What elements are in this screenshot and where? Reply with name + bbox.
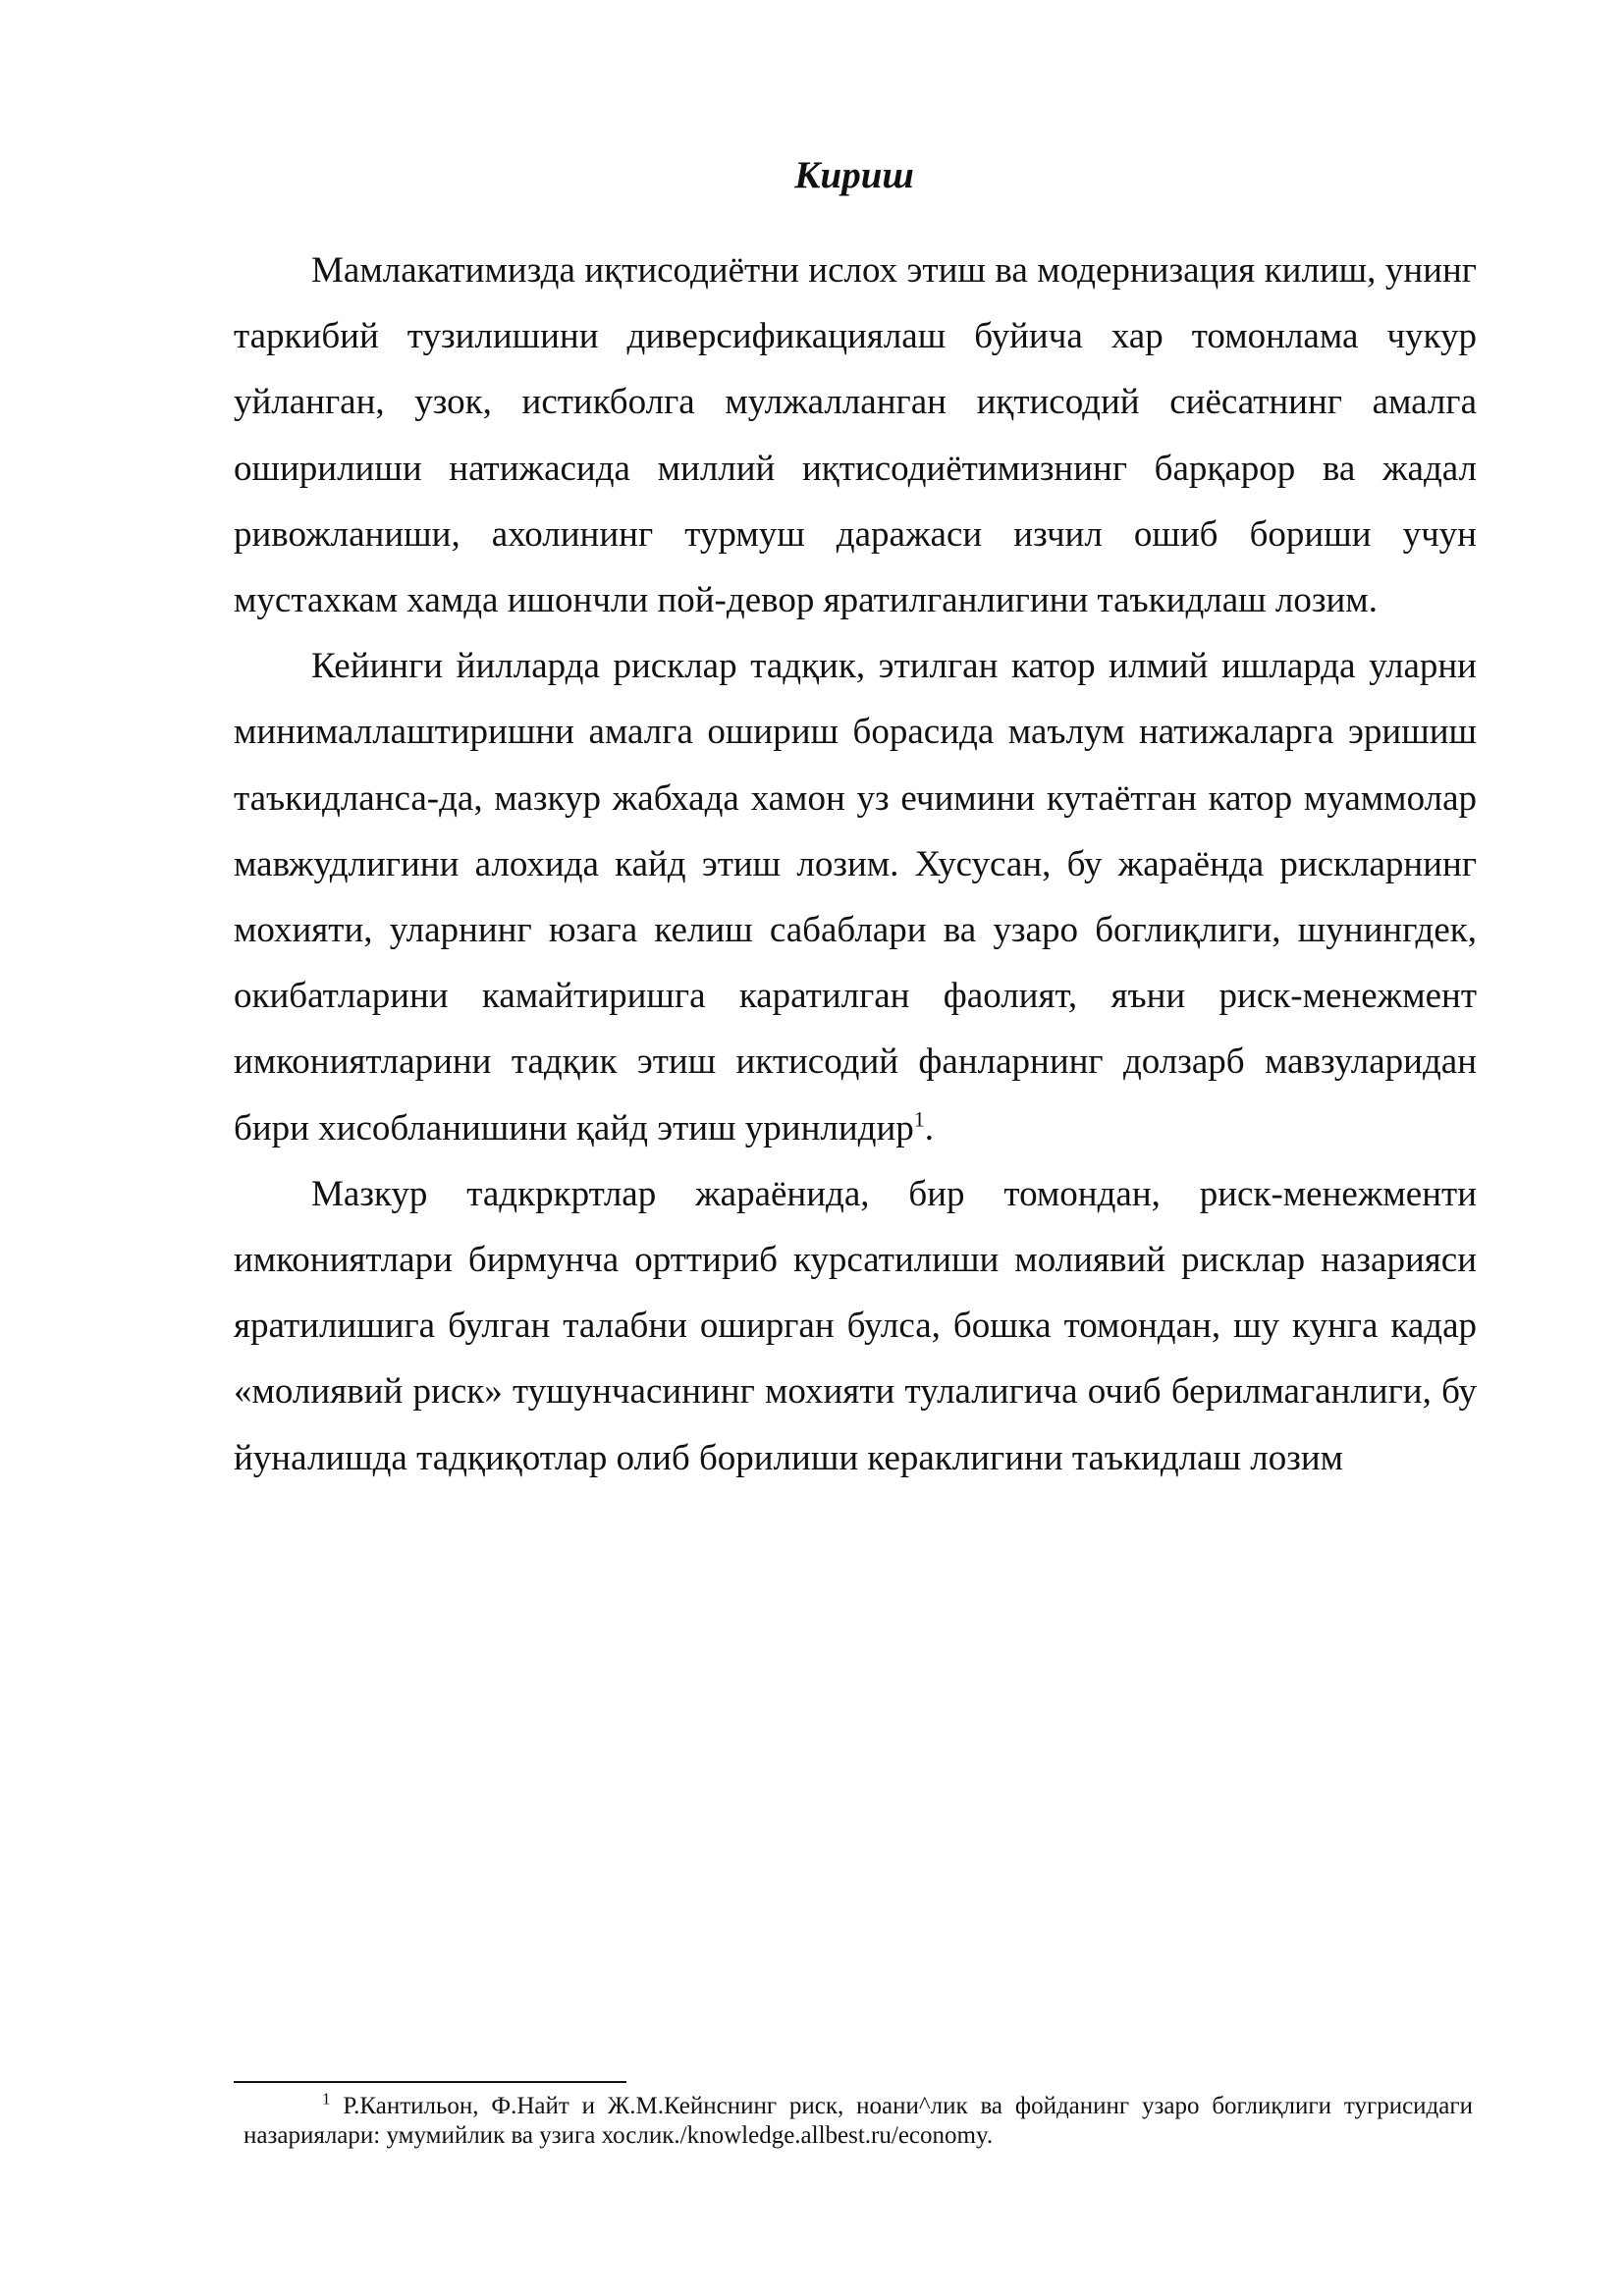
page-title: Кириш (794, 154, 914, 196)
paragraph (234, 1161, 1477, 1491)
footnote-reference: 1 (913, 1106, 925, 1132)
footnote-number: 1 (322, 2089, 331, 2109)
paragraph (234, 238, 1477, 633)
footnote-text: Р.Кантильон, Ф.Найт и Ж.М.Кейнснинг риск, ноани^лик ва фойданинг узаро боглиқлиги тугрисидаги назариялари: умумийлик ва узига хослик./knowledge.allbest.ru/economy. (244, 2093, 1474, 2149)
paragraph-end: . (924, 1107, 935, 1148)
paragraph-text: Мамлакатимизда иқтисодиётни ислох этиш ва модернизация килиш, унинг таркибий тузилишини диверсификациялаш буйича хар томонлама чукур уйланган, узок, истикболга мулжалланган иқтисодий сиёсатнинг амалга оширилиши натижасида миллий иқтисодиётимизнинг барқарор ва жадал ривожланиши, ахолининг турмуш даражаси изчил ошиб бориши учун мустахкам хамда ишончли пой-девор яратилганлигини таъкидлаш лозим. (234, 250, 1477, 621)
body-text (234, 238, 1477, 1491)
footnote-separator (234, 2081, 626, 2083)
footnote (244, 2089, 1474, 2151)
paragraph (234, 633, 1477, 1161)
paragraph-text: Мазкур тадкркртлар жараёнида, бир томондан, риск-менежменти имкониятлари бирмунча орттириб курсатилиши молиявий рисклар назарияси яратилишига булган талабни оширган булса, бошка томондан, шу кунга кадар «молиявий риск» тушунчасининг мохияти тулалигича очиб берилмаганлиги, бу йуналишда тадқиқотлар олиб борилиши кераклигини таъкидлаш лозим (234, 1173, 1477, 1478)
paragraph-text: Кейинги йилларда рисклар тадқик, этилган катор илмий ишларда уларни минималлаштиришни амалга ошириш борасида маълум натижаларга эришиш таъкидланса-да, мазкур жабхада хамон уз ечимини кутаётган катор муаммолар мавжудлигини алохида кайд этиш лозим. Хусусан, бу жараёнда рискларнинг мохияти, уларнинг юзага келиш сабаблари ва узаро боглиқлиги, шунингдек, окибатларини камайтиришга каратилган фаолият, яъни риск-менежмент имкониятларини тадқик этиш иктисодий фанларнинг долзарб мавзуларидан бири хисобланишини қайд этиш уринлидир (234, 646, 1477, 1148)
